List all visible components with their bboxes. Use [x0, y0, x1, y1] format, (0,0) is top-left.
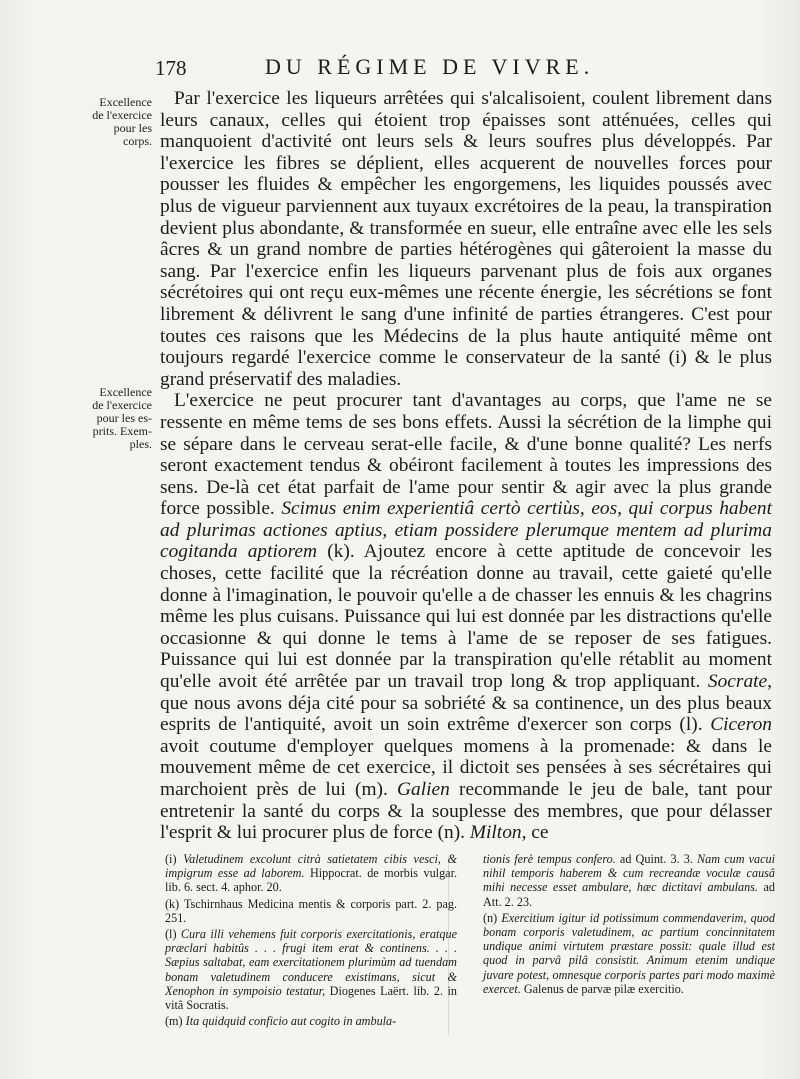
- footnote-label: (n): [483, 910, 498, 925]
- margin-note-line: corps.: [123, 134, 152, 148]
- text-run: L'exercice ne peut procurer tant d'avantages au corps, que l'ame ne se ressente en même tems de ses bons effets. Aussi la sécrétion de la limphe qui se sépare dans le cerveau serat-elle facile, & d'une bonne qualité? Les nerfs seront exactement tendus & obéiront facilement à toutes les impressions des sens. De-là cet état parfait de l'ame pour sentir & agir avec la plus grande force possible.: [160, 390, 772, 520]
- footnote-label: (l): [165, 927, 177, 942]
- footnote-latin: Cura illi vehemens fuit corporis exercitationis, eratque præclari habitûs . . . frugi item erat & continens. . . . Sæpius saltabat, eam exercitationem plurimùm ad tuendam bonam valetudinem conducere existimans, sicut & Xenophon in sympoisio testatur,: [165, 927, 457, 998]
- text-run: (k). Ajoutez encore à cette aptitude de concevoir les choses, cette facilité que la récréation donne au travail, cette gaieté qu'elle donne à l'imagination, le pouvoir qu'elle a de chasser les ennuis & les chagrins même les plus cuisans. Puissance qui lui est donnée par les distractions qu'elle occasionne & qui donne le tems à l'ame de se reposer de ses fatigues. Puissance qui lui est donnée par la transpiration qu'elle rétablit au moment qu'elle avoit été arrêtée par un travail trop long & trop appliquant.: [160, 541, 772, 693]
- name-galien: Galien: [397, 779, 450, 800]
- footnote-l: [165, 927, 457, 1012]
- margin-note-line: Excellence: [99, 95, 152, 109]
- footnote-label: (m): [165, 1014, 183, 1029]
- margin-note-line: prits. Exem-: [92, 424, 152, 438]
- footnote-latin: Exercitium igitur id potissimum commendaverim, quod bonam corporis valetudinem, ac partium concinnitatem undique animi virtutem præstare possit: quale illud est quod in parvâ pilâ consistit. Animum etenim undique juvare potest, omnesque corporis partes pari modo maximè exercet.: [483, 910, 775, 996]
- text-run: avoit coutume d'employer quelques momens à la promenade: & dans le mouvement même de cet exercice, il dictoit ses pensées à ses sécrétaires qui marchoient près de lui (m).: [160, 735, 772, 800]
- paragraph-exercise-body: Par l'exercice les liqueurs arrêtées qui s'alcalisoient, coulent librement dans leurs canaux, celles qui étoient trop épaisses sont atténuées, celles qui manquoient d'activité ont leurs sels & leurs soufres plus développés. Par l'exercice les fibres se déplient, elles acquerent de nouvelles forces pour pousser les fluides & empêcher les engorgemens, les liquides poussés avec plus de vigueur parviennent aux tuyaux excrétoires de la peau, la transpiration devient plus abondante, & transformée en sueur, elle entraîne avec elle les sels âcres & un grand nombre de parties hétérogènes qui gâteroient la masse du sang. Par l'exercice enfin les liqueurs parvenant plus de fois aux organes sécrétoires qui ont reçu eux-mêmes une récente énergie, les sécrétions se font librement & délivrent le sang d'une infinité de parties étrangeres. C'est pour toutes ces raisons que les Médecins de la plus haute antiquité même ont toujours regardé l'exercice comme le conservateur de la santé (i) & le plus grand préservatif des maladies.: [160, 88, 772, 390]
- name-socrate: Socrate: [707, 671, 768, 693]
- text-run: recommande le jeu de bale, tant pour entretenir la santé du corps & la souplesse des membres, que pour délasser l'esprit & lui procurer plus de force (n).: [160, 779, 772, 844]
- margin-note-line: de l'exercice: [92, 108, 152, 122]
- footnotes: [165, 852, 775, 1030]
- footnote-i: [165, 852, 457, 895]
- footnote-ref: Diogenes Laërt. lib. 2. in vitâ Socratis.: [165, 983, 457, 1013]
- footnote-n: [483, 911, 775, 996]
- margin-note-line: de l'exercice: [92, 398, 152, 412]
- running-title: DU RÉGIME DE VIVRE.: [265, 54, 595, 79]
- name-milton: Milton: [469, 822, 522, 844]
- paragraph-exercise-mind: [160, 390, 772, 843]
- footnote-column-right: [483, 852, 775, 1030]
- footnote-m: [165, 1014, 457, 1028]
- footnote-latin: Nam cum vacui nihil temporis haberem & cum recreandæ voculæ causâ mihi necesse esset ambulare, hæc dictitavi ambulans.: [483, 852, 776, 895]
- footnote-latin: Ita quidquid conficio aut cogito in ambula-: [185, 1014, 397, 1029]
- footnote-k: [165, 897, 457, 925]
- footnote-ref: Tschirnhaus Medicina mentis & corporis part. 2. pag. 251.: [165, 896, 458, 925]
- text-run: , ce: [521, 822, 549, 844]
- margin-note-mind: [70, 386, 152, 451]
- page-header: [155, 50, 665, 80]
- footnote-label: (k): [165, 896, 180, 911]
- footnote-column-left: [165, 852, 457, 1030]
- margin-note-body: [70, 96, 152, 148]
- footnote-ref: Galenus de parvæ pilæ exercitio.: [523, 981, 684, 996]
- margin-note-line: pour les: [113, 121, 152, 135]
- footnote-label: (i): [165, 852, 177, 866]
- page-number: 178: [155, 56, 187, 80]
- footnote-ref: Hippocrat. de morbis vulgar. lib. 6. sect. 4. aphor. 20.: [165, 866, 458, 895]
- main-text: [160, 88, 772, 844]
- footnote-latin: Valetudinem excolunt citrà satietatem cibis vesci, & impigrum esse ad laborem.: [165, 852, 457, 881]
- margin-note-line: pour les es-: [96, 411, 152, 425]
- footnote-ref: ad Quint. 3. 3.: [619, 852, 693, 866]
- footnote-ref: ad Att. 2. 23.: [483, 880, 775, 909]
- name-ciceron: Ciceron: [710, 714, 772, 736]
- margin-note-line: ples.: [129, 437, 152, 451]
- footnote-m-continued: [483, 852, 775, 909]
- margin-note-line: Excellence: [99, 385, 152, 399]
- footnote-latin: tionis ferè tempus confero.: [483, 852, 616, 866]
- latin-quote: Scimus enim experientiâ certò certiùs, eos, qui corpus habent ad plurimas actiones aptius, etiam possidere plerumque mentem ad plurima cogitanda aptiorem: [160, 498, 772, 563]
- text-run: , que nous avons déja cité pour sa sobriété & sa continence, un des plus beaux esprits de l'antiquité, avoit un soin extrême d'exercer son corps (l).: [160, 671, 772, 736]
